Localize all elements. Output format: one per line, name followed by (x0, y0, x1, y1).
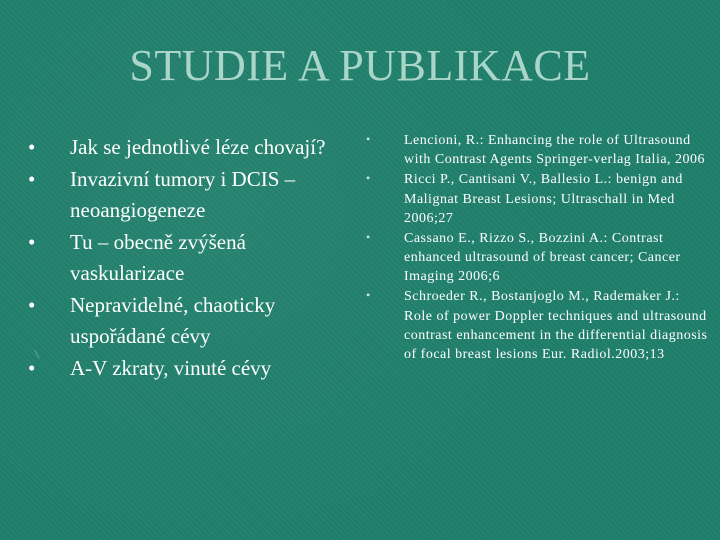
bullet-icon: • (366, 288, 371, 303)
bullet-icon: • (28, 135, 36, 159)
slide-title: STUDIE A PUBLIKACE (129, 41, 591, 90)
bullet-icon: • (28, 355, 36, 380)
reference-item (362, 287, 712, 364)
reference-item (362, 170, 712, 228)
list-item-text: Tu – obecně zvýšená vaskularizace (70, 229, 246, 285)
bullet-icon: • (28, 229, 36, 254)
bullet-icon: • (366, 229, 371, 244)
list-item-text: Invazivní tumory i DCIS – neoangiogeneze (70, 166, 296, 222)
list-item-text: A-V zkraty, vinuté cévy (70, 355, 272, 380)
reference-text: Lencioni, R.: Enhancing the role of Ultrasound with Contrast Agents Springer-verlag Italia, 2006 (404, 133, 706, 168)
reference-text: Cassano E., Rizzo S., Bozzini A.: Contrast enhanced ultrasound of breast cancer; Cancer Imaging 2006;6 (404, 230, 681, 285)
bullet-icon: • (366, 171, 371, 186)
list-item-text: Nepravidelné, chaoticky uspořádané cévy (70, 292, 276, 348)
list-item (28, 164, 348, 227)
list-item (28, 132, 348, 164)
references-list (362, 131, 712, 365)
reference-text: Ricci P., Cantisani V., Ballesio L.: benign and Malignat Breast Lesions; Ultraschall in Med 2006;27 (404, 172, 683, 226)
bullet-icon: • (28, 292, 36, 317)
reference-text: Schroeder R., Bostanjoglo M., Rademaker J.: Role of power Doppler techniques and ultrasound contrast enhancement in the differential diagnosis of focal breast lesions Eur. Radiol.2003;13 (404, 289, 708, 362)
list-item (28, 227, 348, 290)
bullet-icon: • (366, 132, 371, 146)
left-bullet-list (28, 132, 348, 384)
bullet-icon: • (28, 166, 36, 191)
list-item (28, 290, 348, 353)
list-item (28, 353, 348, 385)
reference-item (362, 131, 712, 169)
list-item-text: Jak se jednotlivé léze chovají? (70, 135, 326, 159)
reference-item (362, 229, 712, 287)
